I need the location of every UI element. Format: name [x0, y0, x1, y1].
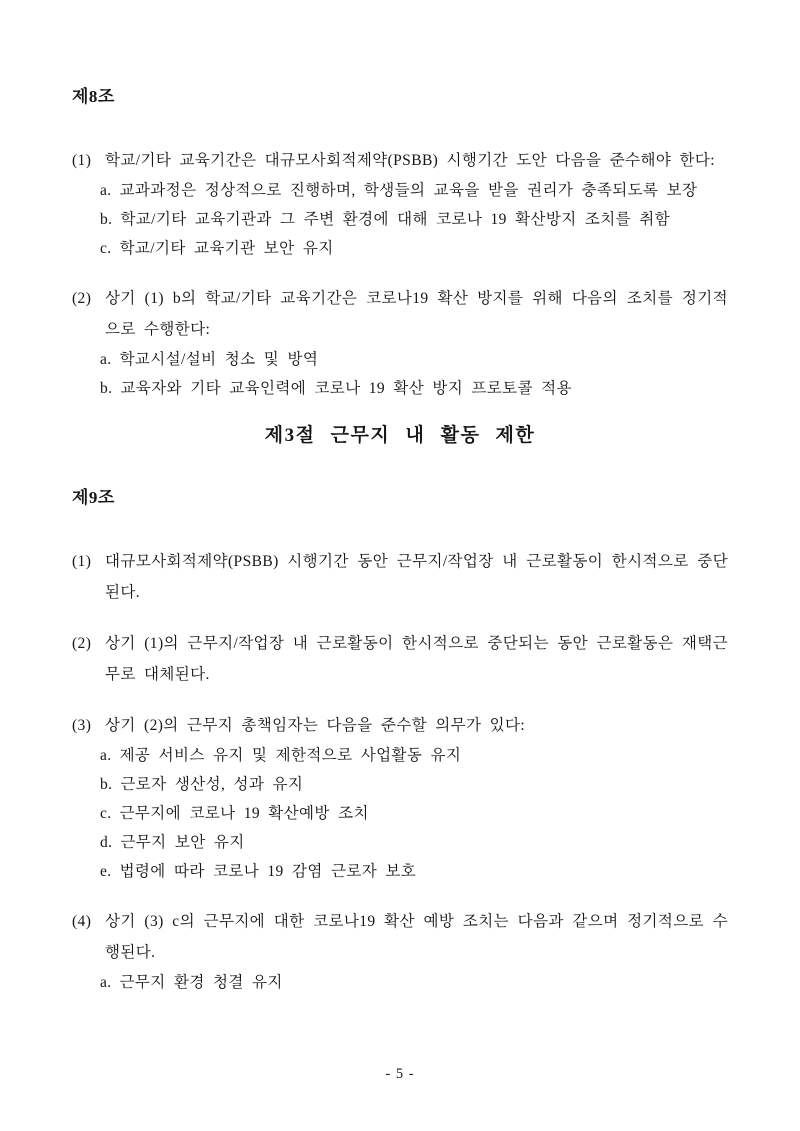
subitem-text: 교과과정은 정상적으로 진행하며, 학생들의 교육을 받을 권리가 충족되도록 보장	[119, 182, 698, 199]
subitem	[100, 374, 728, 403]
subitem-letter: a.	[100, 974, 112, 991]
item-text: 대규모사회적제약(PSBB) 시행기간 동안 근무지/작업장 내 근로활동이 한시적으로 중단된다.	[105, 553, 728, 601]
subitem	[100, 770, 728, 799]
subitem-text: 근무지에 코로나 19 확산예방 조치	[119, 805, 369, 822]
subitem-text: 제공 서비스 유지 및 제한적으로 사업활동 유지	[119, 747, 462, 764]
item-text: 상기 (1)의 근무지/작업장 내 근로활동이 한시적으로 중단되는 동안 근로활동은 재택근무로 대체된다.	[105, 635, 728, 683]
subitem-text: 교육자와 기타 교육인력에 코로나 19 확산 방지 프로토콜 적용	[120, 380, 572, 397]
subitem	[100, 205, 728, 234]
subitem	[100, 176, 728, 205]
subitem-text: 근무지 보안 유지	[120, 834, 245, 851]
item-text: 상기 (3) c의 근무지에 대한 코로나19 확산 예방 조치는 다음과 같으며 정기적으로 수행된다.	[105, 913, 728, 961]
article9-item-2	[72, 628, 728, 690]
subitem-list	[100, 345, 728, 403]
subitem-letter: c.	[100, 805, 112, 822]
article9-item-3	[72, 710, 728, 886]
item-text: 상기 (2)의 근무지 총책임자는 다음을 준수할 의무가 있다:	[105, 717, 526, 734]
item-text: 학교/기타 교육기간은 대규모사회적제약(PSBB) 시행기간 도안 다음을 준수해야 한다:	[105, 152, 715, 169]
subitem-list	[100, 968, 728, 997]
subitem-text: 학교시설/설비 청소 및 방역	[119, 351, 319, 368]
article8-item-1	[72, 145, 728, 263]
subitem-letter: d.	[100, 834, 113, 851]
page-number: - 5 -	[385, 1066, 415, 1082]
subitem-text: 학교/기타 교육기관과 그 주변 환경에 대해 코로나 19 확산방지 조치를 취함	[120, 211, 671, 228]
subitem	[100, 234, 728, 263]
subitem	[100, 968, 728, 997]
article8-title: 제8조	[72, 87, 115, 106]
subitem-text: 근무지 환경 청결 유지	[119, 974, 283, 991]
item-number: (1)	[72, 553, 92, 570]
item-number: (2)	[72, 635, 92, 652]
article8-item-2	[72, 283, 728, 403]
subitem	[100, 828, 728, 857]
subitem-letter: e.	[100, 863, 112, 880]
article9-title: 제9조	[72, 488, 115, 507]
item-number: (3)	[72, 717, 92, 734]
subitem-letter: b.	[100, 776, 113, 793]
subitem	[100, 857, 728, 886]
subitem-text: 법령에 따라 코로나 19 감염 근로자 보호	[119, 863, 417, 880]
item-text: 상기 (1) b의 학교/기타 교육기간은 코로나19 확산 방지를 위해 다음의 조치를 정기적으로 수행한다:	[105, 290, 728, 338]
item-number: (1)	[72, 152, 92, 169]
subitem-letter: c.	[100, 240, 112, 257]
article9-item-1	[72, 546, 728, 608]
subitem-letter: b.	[100, 380, 113, 397]
subitem	[100, 799, 728, 828]
subitem-letter: a.	[100, 747, 112, 764]
subitem-list	[100, 741, 728, 886]
subitem-letter: b.	[100, 211, 113, 228]
subitem	[100, 345, 728, 374]
section3-heading: 제3절 근무지 내 활동 제한	[264, 425, 536, 446]
subitem-text: 근로자 생산성, 성과 유지	[120, 776, 304, 793]
item-number: (2)	[72, 290, 92, 307]
subitem-letter: a.	[100, 182, 112, 199]
subitem	[100, 741, 728, 770]
item-number: (4)	[72, 913, 92, 930]
subitem-letter: a.	[100, 351, 112, 368]
subitem-list	[100, 176, 728, 263]
article9-item-4	[72, 906, 728, 997]
subitem-text: 학교/기타 교육기관 보안 유지	[119, 240, 334, 257]
